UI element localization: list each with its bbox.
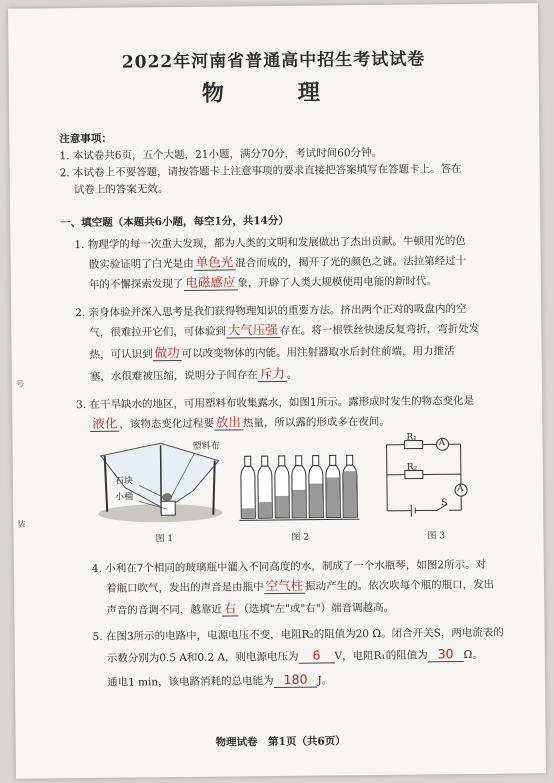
q5-text: J。 xyxy=(317,674,333,687)
q1-text: 年的不懈探索发现了 xyxy=(88,277,184,291)
figure-3-label: R₂ xyxy=(406,462,418,473)
q2-text: 存在。将一根铁丝快速反复弯折，弯折处发 xyxy=(279,322,480,337)
answer-blank: 做功 xyxy=(153,346,182,361)
q4-text: 振动产生的。依次吹每个瓶的瓶口，发出 xyxy=(305,578,495,593)
q5-text: 示数分别为0.5 A和0.2 A，则电源电压为 xyxy=(106,650,299,665)
figure-3-ammeter: A xyxy=(438,438,446,449)
q4-line-1: 4. 小利在7个相同的玻璃瓶中灌入不同高度的水，制成了一个水瓶琴，如图2所示。对 xyxy=(91,558,487,575)
subject-title: 物 理 xyxy=(201,79,347,107)
q2-text: 气，很难拉开它们，可体验到 xyxy=(89,325,226,339)
q4-text: （选填"左"或"右"）端音调越高。 xyxy=(238,601,395,616)
q5-text: Ω。 xyxy=(463,648,483,662)
q5-text: V，电阻R₁的阻值为 xyxy=(334,649,428,663)
answer-blank: 空气柱 xyxy=(263,579,305,594)
binding-margin-mark: 装 xyxy=(17,519,26,529)
q5-text: 通电1 min，该电路消耗的总电能为 xyxy=(106,675,274,689)
figure-3-caption: 图 3 xyxy=(427,531,446,542)
q1-line-3 xyxy=(89,272,437,294)
q2-text: 。 xyxy=(286,368,298,381)
q4-text: 着瓶口吹气，发出的声音是由瓶中 xyxy=(105,581,264,595)
q4-line-2 xyxy=(106,576,494,598)
figure-1-label: 小桶 xyxy=(115,492,134,503)
q1-line-2 xyxy=(89,252,467,274)
answer-blank: 斥力 xyxy=(258,367,287,382)
q3-text: 热量，所以露的形成多在夜间。 xyxy=(242,415,390,430)
figure-2-water-bottles xyxy=(239,453,360,526)
q3-line-1: 3. 在干旱缺水的地区，可用塑料布收集露水，如图1所示。露形成时发生的物态变化是 xyxy=(76,394,475,412)
exam-title: 2022年河南省普通高中招生考试试卷 xyxy=(121,49,426,73)
q5-line-2 xyxy=(107,646,483,668)
section-heading: 一、填空题（本题共6小题，每空1分，共14分） xyxy=(60,214,290,230)
q2-line-1: 2. 亲身体验并深入思考是我们获得物理知识的重要方法。挤出两个正对的吸盘内的空 xyxy=(75,303,467,320)
q2-line-3 xyxy=(90,342,455,364)
figure-1-caption: 图 1 xyxy=(155,534,174,545)
q2-text: 热，可认识到 xyxy=(89,348,153,361)
figure-3-circuit xyxy=(380,432,481,525)
figure-2-caption: 图 2 xyxy=(291,532,310,543)
notes-item-1: 1. 本试卷共6页，五个大题，21小题，满分70分，考试时间60分钟。 xyxy=(59,146,383,163)
answer-blank: 电磁感应 xyxy=(183,275,237,291)
q4-line-3 xyxy=(106,599,394,620)
answer-blank: 右 xyxy=(222,601,239,616)
answer-blank: 30 xyxy=(428,647,464,662)
q2-line-4 xyxy=(90,366,298,386)
q1-text: 散实验证明了白光是由 xyxy=(88,257,194,271)
answer-blank: 6 xyxy=(298,648,334,663)
figure-1-label: 塑料布 xyxy=(192,441,220,452)
notes-item-2-cont: 试卷上的答案无效。 xyxy=(73,183,169,197)
answer-blank: 单色光 xyxy=(194,255,236,270)
binding-margin-mark: 号 xyxy=(15,379,24,389)
q1-line-1: 1. 物理学的每一次重大发现，都为人类的文明和发展做出了杰出贡献。牛顿用光的色 xyxy=(74,235,466,252)
figure-3-label: R₁ xyxy=(406,432,417,443)
answer-blank: 放出 xyxy=(214,415,243,430)
answer-blank: 180 xyxy=(274,673,318,688)
q2-text: 塞，水很难被压缩，说明分子间存在 xyxy=(89,369,258,383)
answer-blank: 液化 xyxy=(90,417,119,432)
figure-1-label: 石块 xyxy=(114,476,134,487)
q2-text: 可以改变物体的内能。用注射器取水后封住前端，用力推活 xyxy=(181,345,455,360)
notes-item-2: 2. 本试卷上不要答题，请按答题卡上注意事项的要求直接把答案填写在答题卡上。答在 xyxy=(59,163,462,180)
q1-text: 象，开辟了人类大规模使用电能的新时代。 xyxy=(237,275,437,290)
answer-blank: 大气压强 xyxy=(226,323,280,339)
page-footer: 物理试卷 第1页（共6页） xyxy=(215,735,346,749)
q2-line-2 xyxy=(89,320,479,342)
exam-page xyxy=(8,3,546,779)
q5-line-1: 5. 在图3所示的电路中，电源电压不变，电阻R₂的阻值为20 Ω。闭合开关S，两电流表的 xyxy=(92,626,504,643)
q4-text: 声音的音调不同，越靠近 xyxy=(106,603,222,617)
figure-3-ammeter: A xyxy=(456,484,464,495)
q3-line-2 xyxy=(90,413,390,434)
notes-heading: 注意事项： xyxy=(59,132,112,146)
q3-text: ，该物态变化过程要 xyxy=(119,417,214,431)
figure-3-label: S xyxy=(441,498,448,509)
q1-text: 混合而成的，揭开了光的颜色之谜。法拉第经过十 xyxy=(235,255,467,270)
q5-line-3 xyxy=(107,671,332,691)
